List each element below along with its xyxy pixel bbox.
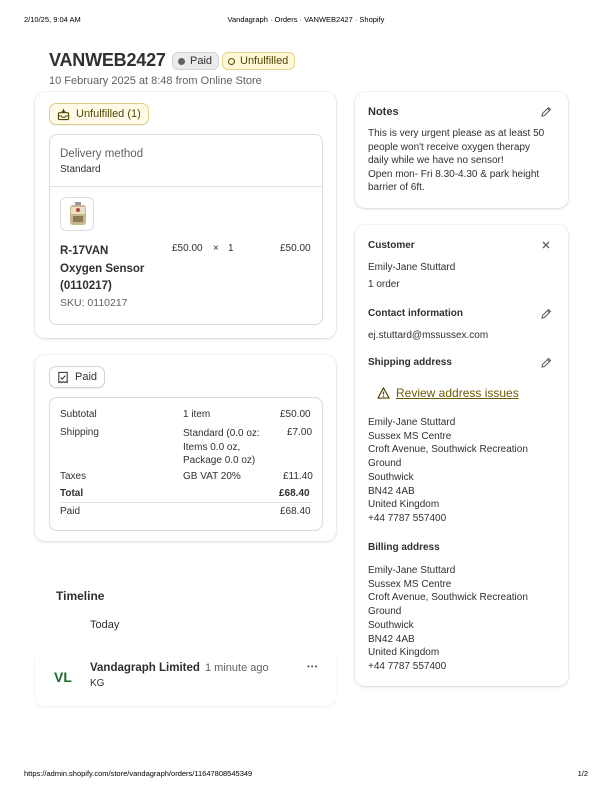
warning-icon: [377, 387, 390, 399]
pencil-icon[interactable]: [539, 356, 553, 370]
status-dot-icon: [178, 58, 185, 65]
taxes-label: Taxes: [60, 471, 87, 482]
unfulfilled-pill-label: Unfulfilled (1): [76, 108, 141, 120]
shipping-address-line: Croft Avenue, Southwick Recreation: [368, 444, 528, 456]
total-label: Total: [60, 488, 84, 499]
billing-address-line: Southwick: [368, 619, 414, 631]
shipping-address-line: BN42 4AB: [368, 485, 415, 497]
contact-heading: Contact information: [368, 308, 463, 319]
product-unit-price: £50.00: [172, 243, 203, 254]
notes-heading: Notes: [368, 106, 399, 118]
timeline-day: Today: [90, 619, 120, 631]
billing-address-line: BN42 4AB: [368, 633, 415, 645]
print-header: [24, 15, 588, 25]
shipping-label: Shipping: [60, 427, 99, 438]
billing-address-line: Emily-Jane Stuttard: [368, 565, 456, 576]
order-subtitle: 10 February 2025 at 8:48 from Online Store: [49, 75, 262, 87]
taxes-amount: £11.40: [283, 471, 313, 482]
print-url: https://admin.shopify.com/store/vandagraph/orders/11647808545349: [24, 769, 253, 778]
product-thumbnail[interactable]: [60, 197, 94, 231]
product-name[interactable]: [60, 243, 144, 296]
product-times: ×: [213, 243, 219, 254]
print-footer: [24, 769, 588, 779]
billing-address-line: Sussex MS Centre: [368, 578, 452, 590]
timeline-more-button[interactable]: •••: [307, 662, 319, 671]
timeline-heading: Timeline: [56, 589, 105, 603]
notes-line: daily while we have no sensor!: [368, 155, 504, 167]
pencil-icon[interactable]: [539, 105, 553, 119]
product-sku: SKU: 0110217: [60, 297, 128, 309]
shipping-address-line: Sussex MS Centre: [368, 430, 452, 442]
taxes-detail: GB VAT 20%: [183, 471, 241, 482]
delivery-divider: [50, 186, 322, 187]
billing-address-line: United Kingdom: [368, 647, 440, 659]
delivery-method-label: Delivery method: [60, 148, 144, 160]
fulfillment-status-badge: [222, 52, 295, 70]
timeline-author: Vandagraph Limited: [90, 662, 200, 674]
customer-orders-link[interactable]: 1 order: [368, 279, 400, 290]
product-name-line: (0110217): [60, 280, 112, 292]
shipping-detail: [183, 427, 260, 468]
review-address-link[interactable]: [377, 386, 519, 400]
product-line-total: £50.00: [280, 243, 311, 254]
subtotal-label: Subtotal: [60, 409, 97, 420]
billing-address-line: Croft Avenue, Southwick Recreation: [368, 592, 528, 604]
pencil-icon[interactable]: [539, 307, 553, 321]
shipping-address-line: Emily-Jane Stuttard: [368, 417, 456, 428]
shipping-address-line: Ground: [368, 458, 402, 470]
status-ring-icon: [228, 58, 235, 65]
payment-status-badge: [172, 52, 219, 70]
notes-line: barrier of 6ft.: [368, 182, 425, 194]
notes-text: [368, 127, 544, 195]
billing-address-line: +44 7787 557400: [368, 660, 447, 672]
total-amount: £68.40: [279, 488, 310, 499]
shipping-amount: £7.00: [287, 427, 313, 438]
subtotal-amount: £50.00: [280, 409, 311, 420]
notes-line: people won't receive oxygen therapy: [368, 141, 531, 153]
timeline-entry-card: [35, 648, 336, 706]
print-title: Vandagraph · Orders · VANWEB2427 · Shopify: [227, 15, 385, 24]
delivery-method-value: Standard: [60, 164, 101, 175]
customer-heading: Customer: [368, 240, 415, 251]
paid-pill-label: Paid: [75, 371, 98, 383]
close-icon[interactable]: [539, 238, 553, 252]
avatar: VL: [54, 669, 72, 685]
customer-email-link[interactable]: ej.stuttard@mssussex.com: [368, 330, 489, 341]
review-address-label: Review address issues: [396, 386, 519, 400]
oxygen-sensor-image: [61, 198, 94, 231]
print-datetime: 2/10/25, 9:04 AM: [24, 15, 81, 24]
shipping-address-heading: Shipping address: [368, 357, 452, 368]
inbox-icon: [57, 108, 70, 121]
billing-address-line: Ground: [368, 606, 402, 618]
paid-pill: [49, 366, 105, 388]
product-name-line: R-17VAN: [60, 245, 109, 257]
paid-amount: £68.40: [280, 506, 311, 517]
unfulfilled-pill: [49, 103, 149, 125]
shipping-address-line: Southwick: [368, 471, 414, 483]
shipping-detail-line: Package 0.0 oz): [183, 455, 256, 466]
notes-line: Open mon- Fri 8.30-4.30 & park height: [368, 168, 540, 180]
notes-line: This is very urgent please as at least 50: [368, 128, 545, 139]
product-quantity: 1: [228, 243, 234, 254]
billing-address-block: [368, 564, 528, 674]
order-number: VANWEB2427: [49, 50, 166, 70]
shipping-detail-line: Items 0.0 oz,: [183, 441, 241, 453]
shipping-detail-line: Standard (0.0 oz:: [183, 428, 260, 439]
shipping-address-line: United Kingdom: [368, 499, 440, 511]
receipt-icon: [57, 371, 69, 384]
customer-name-link[interactable]: Emily-Jane Stuttard: [368, 262, 456, 273]
timeline-time: 1 minute ago: [205, 662, 269, 674]
billing-address-heading: Billing address: [368, 542, 440, 553]
payment-status-label: Paid: [190, 55, 213, 67]
product-name-line: Oxygen Sensor: [60, 262, 145, 275]
timeline-note: KG: [90, 678, 105, 689]
subtotal-detail: 1 item: [183, 409, 211, 420]
paid-label: Paid: [60, 506, 81, 517]
shipping-address-block: [368, 416, 528, 526]
shipping-address-line: +44 7787 557400: [368, 512, 447, 524]
fulfillment-status-label: Unfulfilled: [240, 55, 289, 67]
print-page-number: 1/2: [577, 769, 588, 778]
total-divider: [60, 502, 312, 503]
